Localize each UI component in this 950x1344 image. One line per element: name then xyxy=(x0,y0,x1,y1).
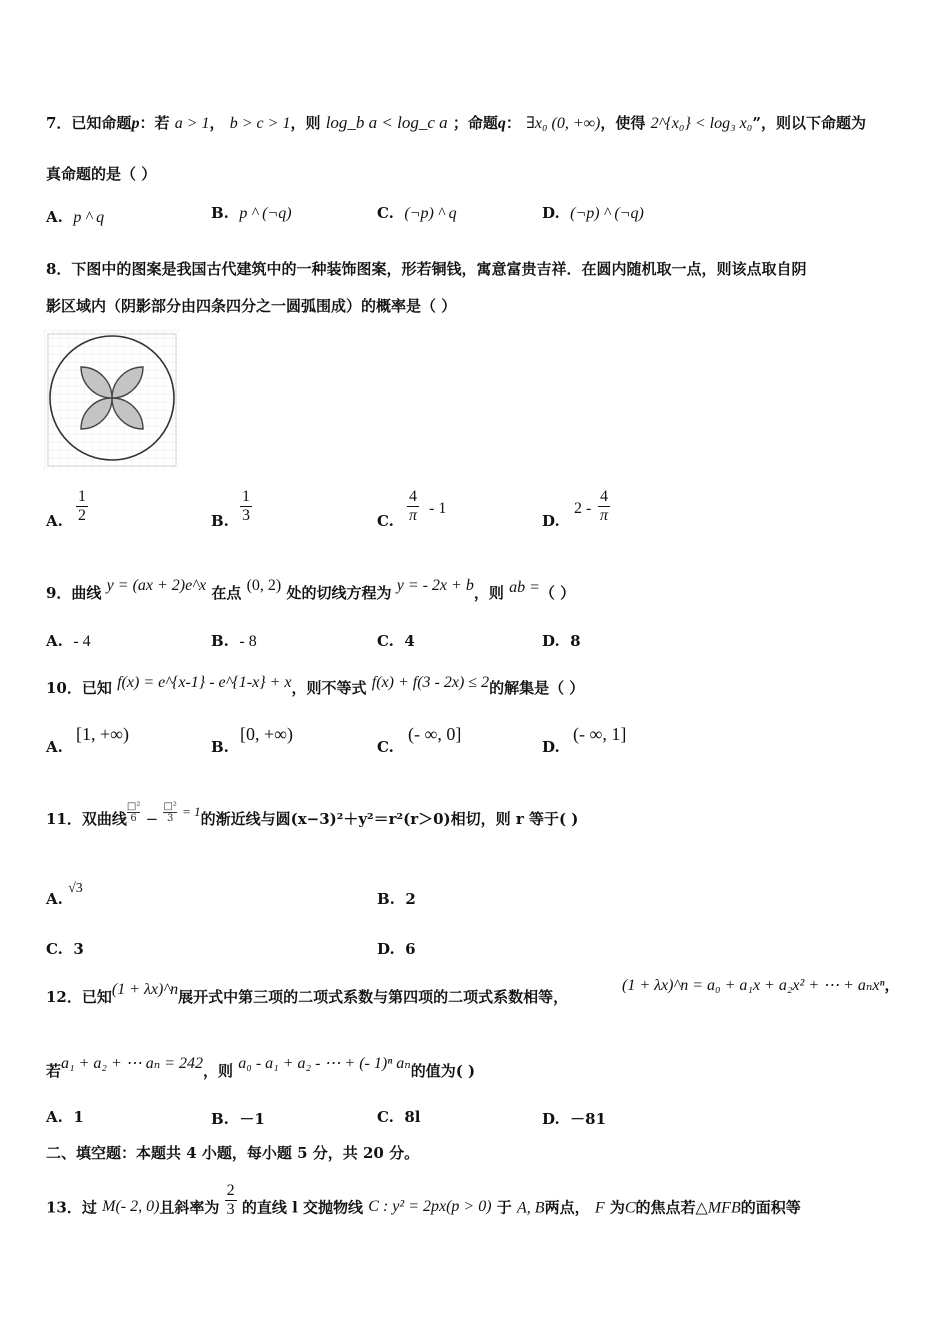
q8-option-c-fraction: $\frac{4}{\pi}$ xyxy=(409,488,418,524)
q7-option-b: B. p ^ (¬q) xyxy=(211,204,292,222)
q8-option-c-minus-one: - 1 xyxy=(429,500,447,517)
q10-inequality: f(x) + f(3 - 2x) ≤ 2 xyxy=(371,674,490,691)
q11-equals-one: = 1 xyxy=(182,804,201,819)
q9-option-a: A. - 4 xyxy=(46,632,91,650)
q12-option-d: D. －81 xyxy=(542,1110,607,1128)
q13-slope-fraction: $\frac{2}{3}$ xyxy=(226,1182,235,1218)
q13-triangle: △MFB xyxy=(695,1199,741,1217)
q7-line1 xyxy=(46,112,866,133)
q10-option-d-value: (- ∞, 1] xyxy=(573,724,627,744)
q13-points-ab: A, B xyxy=(517,1199,545,1217)
q9-curve: y = (ax + 2)e^x xyxy=(106,577,207,594)
q8-option-d-two-minus: 2 - xyxy=(574,500,592,517)
q8-option-c: C. xyxy=(377,512,394,530)
q8-option-b: B. xyxy=(211,512,229,530)
section-heading-fill-in: 二、填空题：本题共 4 小题，每小题 5 分，共 20 分。 xyxy=(46,1144,420,1162)
q10-option-b: B. xyxy=(211,738,229,756)
q9-option-b: B. - 8 xyxy=(211,632,257,650)
q9-tangent-equation: y = - 2x + b xyxy=(396,577,474,594)
q9-option-d: D. 8 xyxy=(542,632,581,650)
q7-line2: 真命题的是（ ） xyxy=(46,165,157,183)
q7-inequality: 2^{x₀} < log₃ x₀ xyxy=(650,115,753,132)
q7-option-a: A. p ^ q xyxy=(46,208,105,226)
q11-fraction-2: □² 3 xyxy=(163,800,177,824)
q12-option-b: B. －1 xyxy=(211,1110,265,1128)
q9-ab: ab = xyxy=(509,579,540,596)
q12-option-a: A. 1 xyxy=(46,1108,84,1126)
q11-line: 11．双曲线 □² 6 − □² 3 = 1的渐近线与圆(x−3)²＋y²＝r²(r＞0)相切，则 r 等于( ) xyxy=(46,800,579,828)
q12-line1: 12．已知(1 + λx)^n展开式中第三项的二项式系数与第四项的二项式系数相等， xyxy=(46,981,569,1006)
q10-function: f(x) = e^{x-1} - e^{1-x} + x xyxy=(117,674,292,691)
q8-line2: 影区域内（阴影部分由四条四分之一圆弧围成）的概率是（ ） xyxy=(46,297,457,315)
q11-option-c: C. 3 xyxy=(46,940,84,958)
q9-line: 9．曲线 y = (ax + 2)e^x 在点 (0, 2) 处的切线方程为 y = - 2x + b，则 ab =（ ） xyxy=(46,577,576,602)
q8-option-d: D. xyxy=(542,512,560,530)
q12-option-c: C. 8l xyxy=(377,1108,421,1126)
q10-option-a-value: [1, +∞) xyxy=(76,724,129,744)
q8-option-b-fraction: $\frac{1}{3}$ xyxy=(242,488,250,524)
q10-line: 10．已知 f(x) = e^{x-1} - e^{1-x} + x，则不等式 f(x) + f(3 - 2x) ≤ 2的解集是（ ） xyxy=(46,674,585,697)
q10-option-d: D. xyxy=(542,738,560,756)
q12-expansion-wrap: (1 + λx)^n = a₀ + a₁x + a₂x² + ⋯ + aₙxⁿ， xyxy=(622,976,900,994)
q11-option-a: A. √3 xyxy=(46,881,83,908)
q10-option-b-value: [0, +∞) xyxy=(240,724,293,744)
q7-log-inequality: log_b a < log_c a xyxy=(325,113,448,132)
q7-option-d: D. (¬p) ^ (¬q) xyxy=(542,204,644,222)
q12-sum: a₁ + a₂ + ⋯ aₙ = 242 xyxy=(61,1055,204,1072)
q11-fraction-1: □² 6 xyxy=(126,800,141,824)
q11-option-b: B. 2 xyxy=(377,890,416,908)
q7-comma: ， xyxy=(209,114,225,132)
q13-parabola: C : y² = 2px(p > 0) xyxy=(368,1197,492,1215)
q7-option-c: C. (¬p) ^ q xyxy=(377,204,457,222)
q7-p: p xyxy=(131,115,140,132)
q10-option-c-value: (- ∞, 0] xyxy=(408,724,462,744)
q8-option-a-fraction: $\frac{1}{2}$ xyxy=(78,488,86,524)
q12-line2: 若a₁ + a₂ + ⋯ aₙ = 242，则 a₀ - a₁ + a₂ - ⋯ + (- 1)ⁿ aₙ的值为( ) xyxy=(46,1055,476,1080)
q10-option-c: C. xyxy=(377,738,394,756)
q11-option-d: D. 6 xyxy=(377,940,416,958)
q7-cond1: a > 1 xyxy=(174,115,210,132)
q7-text3: ，则 xyxy=(290,114,321,132)
q7-text6: ，使得 xyxy=(600,114,646,132)
coin-pattern-figure xyxy=(44,330,180,470)
q7-cond2: b > c > 1 xyxy=(229,115,291,132)
q8-option-a: A. xyxy=(46,512,63,530)
q8-option-d-fraction: $\frac{4}{\pi}$ xyxy=(600,488,609,524)
q8-line1: 8．下图中的图案是我国古代建筑中的一种装饰图案，形若铜钱，寓意富贵吉祥．在圆内随机取一点，则该点取自阴 xyxy=(46,260,807,278)
q7-q: q xyxy=(497,115,506,132)
q13-curve-c: C xyxy=(624,1199,636,1217)
q7-text4: ；命题 xyxy=(452,114,498,132)
q7-text7: ”，则以下命题为 xyxy=(752,114,866,132)
q7-text2: ：若 xyxy=(139,114,170,132)
q7-text5: ： xyxy=(505,114,521,132)
q9-option-c: C. 4 xyxy=(377,632,415,650)
q13-focus-f: F xyxy=(594,1199,605,1217)
q12-alternating-sum: a₀ - a₁ + a₂ - ⋯ + (- 1)ⁿ aₙ xyxy=(238,1055,411,1072)
q13-point-m: M(- 2, 0) xyxy=(102,1197,160,1215)
q7-exists: ∃x₀ (0, +∞) xyxy=(526,115,601,132)
q10-option-a: A. xyxy=(46,738,63,756)
q12-expansion: (1 + λx)^n = a₀ + a₁x + a₂x² + ⋯ + aₙxⁿ xyxy=(622,977,885,994)
q7-text: 7．已知命题 xyxy=(46,114,132,132)
q9-point: (0, 2) xyxy=(246,577,282,594)
q13-line: 13．过 M(- 2, 0)且斜率为 $\frac{2}{3}$ 的直线 l 交抛物线 C : y² = 2px(p > 0) 于 A, B两点， F 为C的焦点若△MFB的面积等 xyxy=(46,1182,801,1218)
q12-binomial: (1 + λx)^n xyxy=(111,981,179,998)
